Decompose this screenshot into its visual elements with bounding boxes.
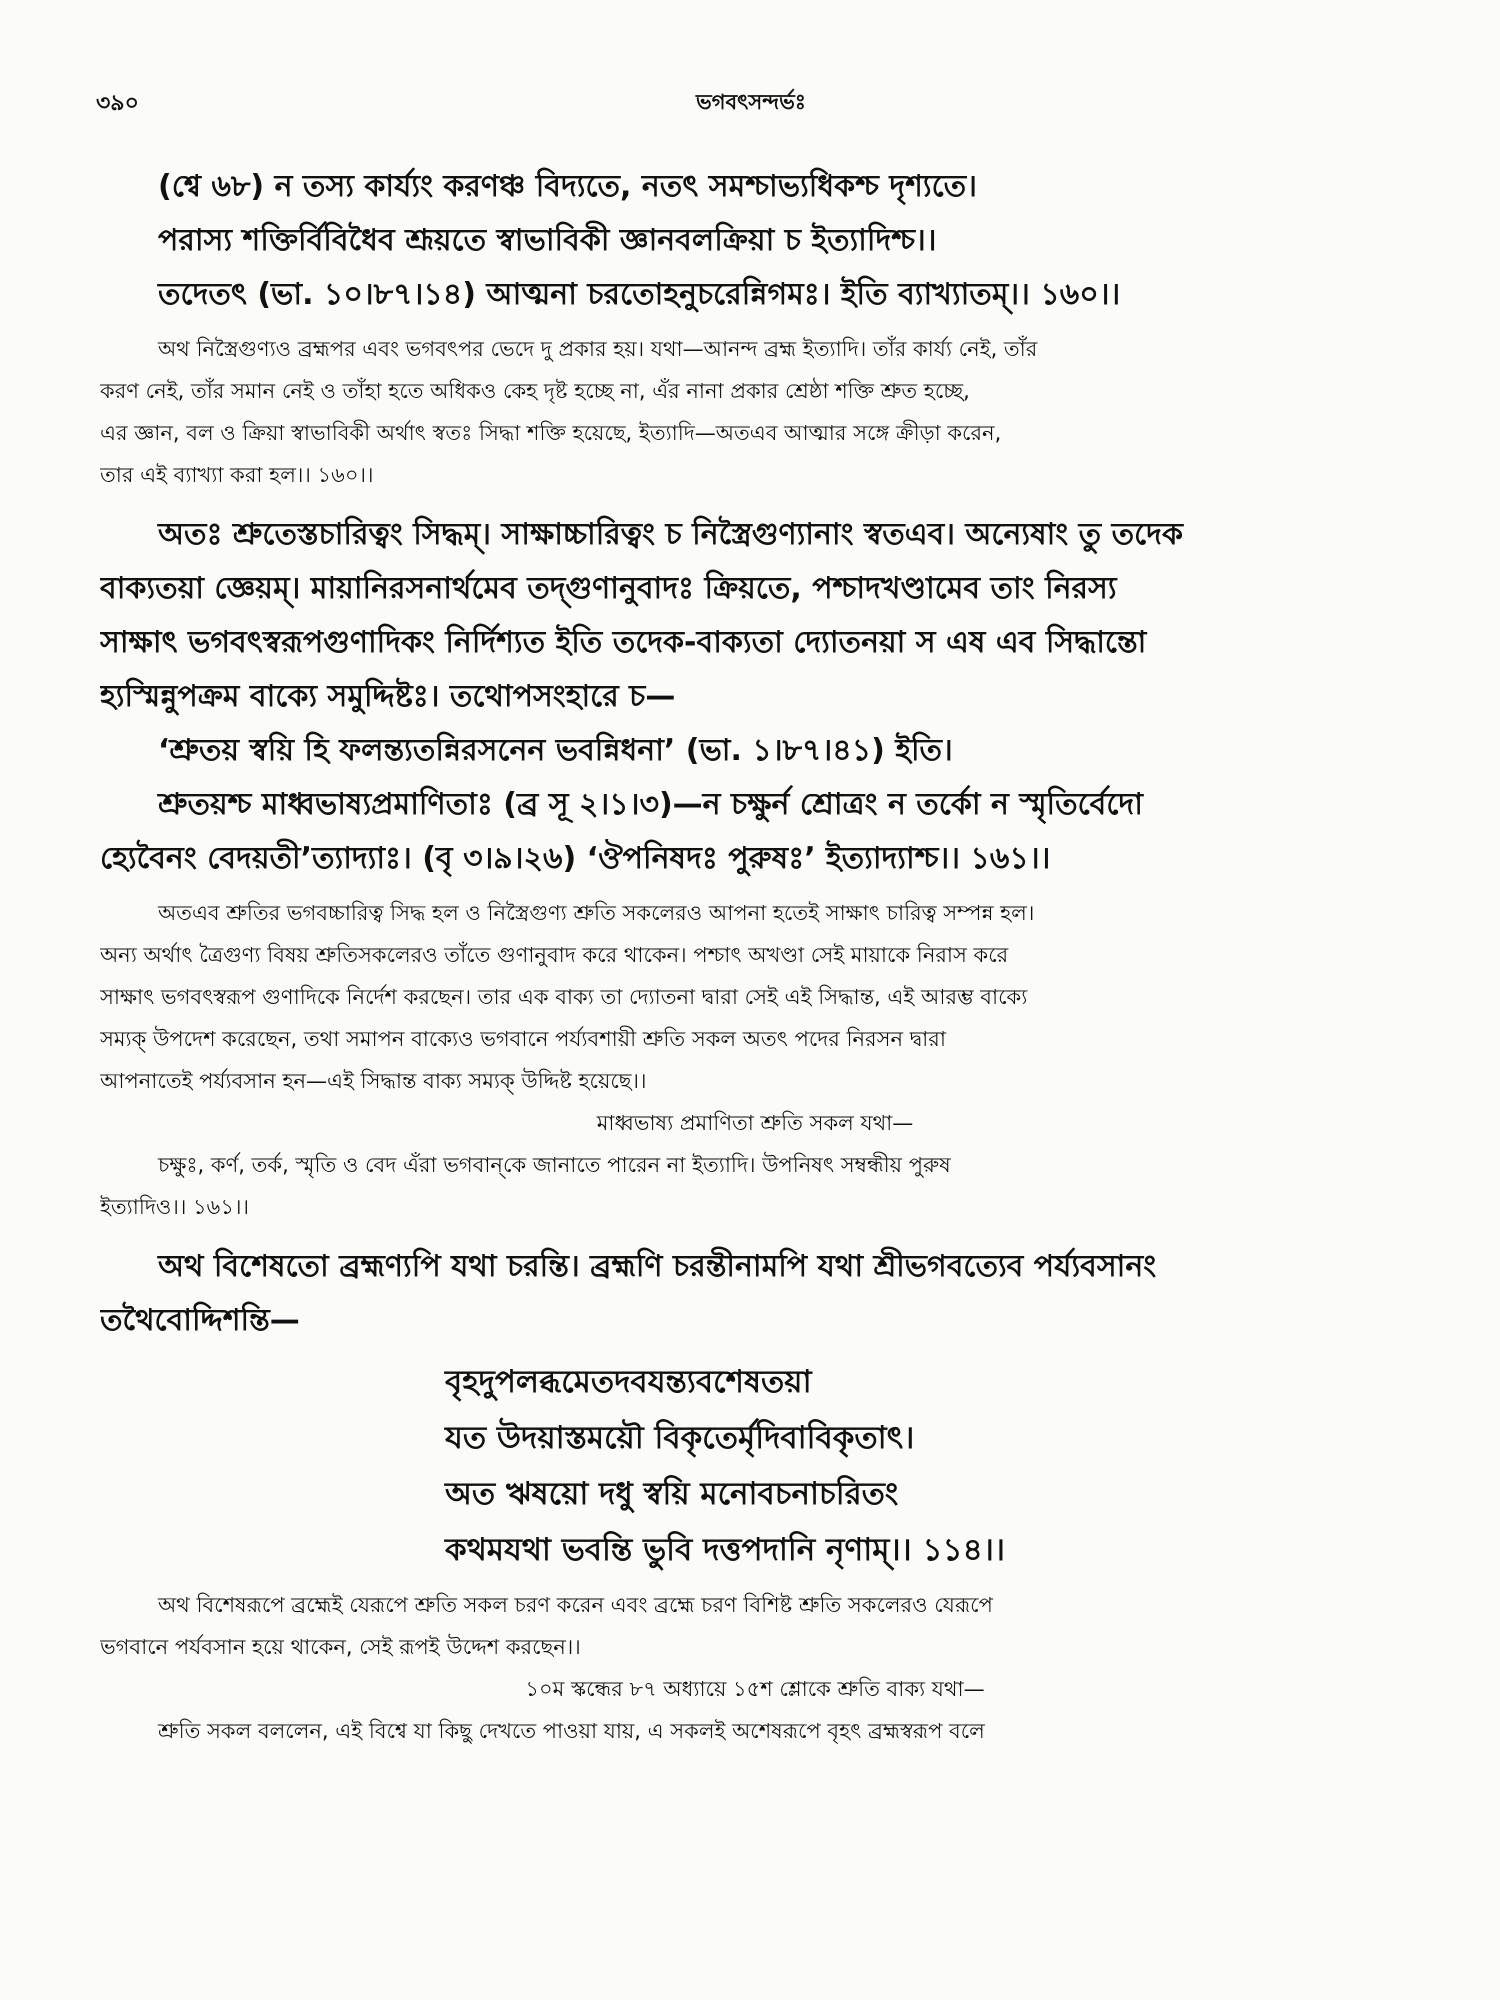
translation-line: অতএব শ্রুতির ভগবচ্চারিত্ব সিদ্ধ হল ও নিস্ত্রৈগুণ্য শ্রুতি সকলেরও আপনা হতেই সাক্ষাৎ চারিত্ব সম্পন্ন হল। [158,901,1035,925]
translation-line: অন্য অর্থাৎ ত্রৈগুণ্য বিষয় শ্রুতিসকলেরও তাঁতে গুণানুবাদ করে থাকেন। পশ্চাৎ অখণ্ডা সেই মায়াকে নিরাস করে [100,943,1009,967]
translation-line: এর জ্ঞান, বল ও ক্রিয়া স্বাভাবিকী অর্থাৎ স্বতঃ সিদ্ধা শক্তি হয়েছে, ইত্যাদি—অতএব আত্মার সঙ্গে ক্রীড়া করেন, [100,421,1002,445]
section-subheading: ১০ম স্কন্ধের ৮৭ অধ্যায়ে ১৫শ শ্লোকে শ্রুতি বাক্য যথা— [525,1677,985,1701]
sanskrit-line: অথ বিশেষতো ব্রহ্মণ্যপি যথা চরন্তি। ব্রহ্মণি চরন্তীনামপি যথা শ্রীভগবত্যেব পর্য্যবসানং [158,1249,1157,1284]
page-number: ৩৯০ [96,91,139,116]
sanskrit-quote-line: ‘শ্রুতয় স্বয়ি হি ফলন্ত্যতন্নিরসনেন ভবন্নিধনা’ (ভা. ১।৮৭।৪১) ইতি। [158,733,953,768]
sanskrit-line: অতঃ শ্রুতেস্তচারিত্বং সিদ্ধম্। সাক্ষাচ্চারিত্বং চ নিস্ত্রৈগুণ্যানাং স্বতএব। অন্যেষাং তু তদেক [158,517,1183,552]
sanskrit-line: শ্রুতয়শ্চ মাধ্বভাষ্যপ্রমাণিতাঃ (ব্র সূ ২।১।৩)—ন চক্ষুর্ন শ্রোত্রং ন তর্কো ন স্মৃতির্বেদো [158,787,1143,822]
translation-line: শ্রুতি সকল বললেন, এই বিশ্বে যা কিছু দেখতে পাওয়া যায়, এ সকলই অশেষরূপে বৃহৎ ব্রহ্মস্বরূপ বলে [158,1719,985,1743]
sanskrit-line: (শ্বে ৬৮) ন তস্য কার্য্যং করণঞ্চ বিদ্যতে, নতৎ সমশ্চাভ্যধিকশ্চ দৃশ্যতে। [158,169,977,204]
verse-line: বৃহদুপলব্ধমেতদবযন্ত্যবশেষতয়া [445,1364,812,1400]
translation-line: অথ নিস্ত্রৈগুণ্যও ব্রহ্মপর এবং ভগবৎপর ভেদে দু প্রকার হয়। যথা—আনন্দ ব্রহ্ম ইত্যাদি। তাঁর কার্য্য নেই, তাঁর [158,337,1038,361]
verse-line: অত ঋষয়ো দধু স্বয়ি মনোবচনাচরিতং [445,1476,899,1512]
sanskrit-line: তদেতৎ (ভা. ১০।৮৭।১৪) আত্মনা চরতোহনুচরেন্নিগমঃ। ইতি ব্যাখ্যাতম্।। ১৬০।। [158,277,1121,312]
translation-line: ভগবানে পর্যবসান হয়ে থাকেন, সেই রূপই উদ্দেশ করছেন।। [100,1635,581,1659]
sanskrit-line: হ্যস্মিন্নুপক্রম বাক্যে সমুদ্দিষ্টঃ। তথোপসংহারে চ— [100,679,676,714]
translation-line: সাক্ষাৎ ভগবৎস্বরূপ গুণাদিকে নির্দেশ করছেন। তার এক বাক্য তা দ্যোতনা দ্বারা সেই এই সিদ্ধান্ত, এই আরম্ভ বাক্যে [100,985,1028,1009]
translation-line: আপনাতেই পর্য্যবসান হন—এই সিদ্ধান্ত বাক্য সম্যক্ উদ্দিষ্ট হয়েছে।। [100,1069,647,1093]
verse-line: যত উদয়াস্তময়ৌ বিকৃতের্মৃদিবাবিকৃতাৎ। [445,1420,915,1456]
sanskrit-line: পরাস্য শক্তির্বিবিধৈব শ্রূয়তে স্বাভাবিকী জ্ঞানবলক্রিয়া চ ইত্যাদিশ্চ।। [158,223,937,258]
section-subheading: মাধ্বভাষ্য প্রমাণিতা শ্রুতি সকল যথা— [596,1111,914,1135]
translation-line: অথ বিশেষরূপে ব্রহ্মেই যেরূপে শ্রুতি সকল চরণ করেন এবং ব্রহ্মে চরণ বিশিষ্ট শ্রুতি সকলেরও যেরূপে [158,1593,993,1617]
translation-line: চক্ষুঃ, কর্ণ, তর্ক, স্মৃতি ও বেদ এঁরা ভগবান্‌কে জানাতে পারেন না ইত্যাদি। উপনিষৎ সম্বন্ধীয় পুরুষ [158,1153,951,1177]
sanskrit-line: হ্যেবৈনং বেদয়তী’ত্যাদ্যাঃ। (বৃ ৩।৯।২৬) ‘ঔপনিষদঃ পুরুষঃ’ ইত্যাদ্যাশ্চ।। ১৬১।। [100,841,1051,876]
page-header [96,86,1406,126]
sanskrit-line: বাক্যতয়া জ্ঞেয়ম্। মায়ানিরসনার্থমেব তদ্গুণানুবাদঃ ক্রিয়তে, পশ্চাদখণ্ডামেব তাং নিরস্য [100,571,1117,606]
body-text [100,160,1410,1752]
translation-line: করণ নেই, তাঁর সমান নেই ও তাঁহা হতে অধিকও কেহ দৃষ্ট হচ্ছে না, এঁর নানা প্রকার শ্রেষ্ঠা শক্তি শ্রুত হচ্ছে, [100,379,970,403]
translation-line: ইত্যাদিও।। ১৬১।। [100,1195,249,1219]
sanskrit-line: সাক্ষাৎ ভগবৎস্বরূপগুণাদিকং নির্দিশ্যত ইতি তদেক-বাক্যতা দ্যোতনয়া স এষ এব সিদ্ধান্তো [100,625,1147,660]
running-title: ভগবৎসন্দর্ভঃ [696,90,806,114]
sanskrit-line: তথৈবোদ্দিশন্তি— [100,1303,300,1338]
translation-line: তার এই ব্যাখ্যা করা হল।। ১৬০।। [100,463,374,487]
translation-line: সম্যক্ উপদেশ করেছেন, তথা সমাপন বাক্যেও ভগবানে পর্য্যবশায়ী শ্রুতি সকল অতৎ পদের নিরসন দ্বারা [100,1027,946,1051]
verse-line: কথমযথা ভবন্তি ভুবি দত্তপদানি নৃণাম্।। ১১৪।। [445,1532,1005,1568]
